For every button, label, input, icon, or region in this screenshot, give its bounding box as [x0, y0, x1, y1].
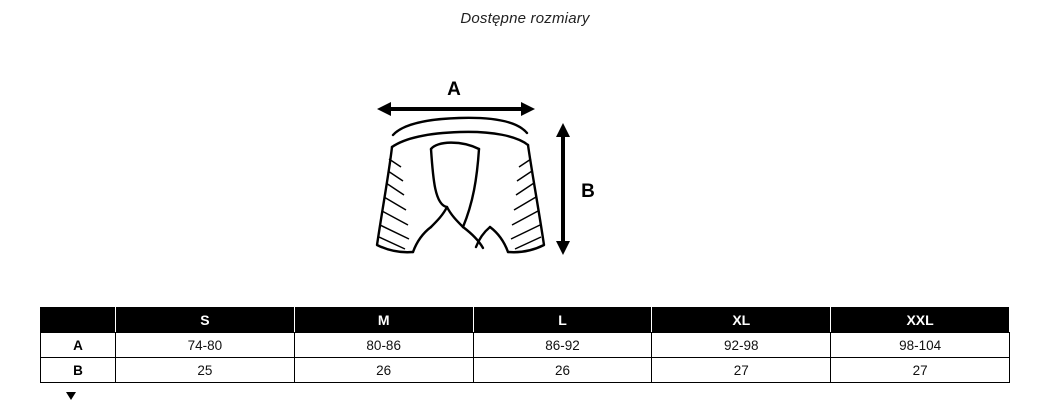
- garment-outline: [377, 118, 544, 252]
- table-row: [41, 333, 1010, 358]
- column-header-s: S: [116, 308, 295, 333]
- page-title: Dostępne rozmiary: [460, 10, 590, 27]
- column-header-l: L: [473, 308, 652, 333]
- size-table-container: [40, 307, 1010, 383]
- cell-a-xxl: 98-104: [831, 333, 1010, 358]
- cell-b-m: 26: [294, 358, 473, 383]
- size-table: [40, 307, 1010, 383]
- table-row: [41, 358, 1010, 383]
- garment-diagram-container: [0, 55, 1050, 285]
- boxer-shorts-diagram: [375, 55, 675, 280]
- cell-b-xl: 27: [652, 358, 831, 383]
- column-header-xl: XL: [652, 308, 831, 333]
- height-dimension-arrow: [556, 123, 570, 255]
- table-corner-cell: [41, 308, 116, 333]
- cell-a-s: 74-80: [116, 333, 295, 358]
- column-header-m: M: [294, 308, 473, 333]
- width-dimension-arrow: [377, 102, 535, 116]
- cell-b-s: 25: [116, 358, 295, 383]
- table-header-row: [41, 308, 1010, 333]
- row-label-b: B: [41, 358, 116, 383]
- cell-a-l: 86-92: [473, 333, 652, 358]
- cell-b-l: 26: [473, 358, 652, 383]
- width-label: A: [447, 79, 461, 100]
- chevron-down-icon: [66, 392, 76, 400]
- cell-a-m: 80-86: [294, 333, 473, 358]
- cell-b-xxl: 27: [831, 358, 1010, 383]
- row-label-a: A: [41, 333, 116, 358]
- height-label: B: [581, 181, 595, 202]
- column-header-xxl: XXL: [831, 308, 1010, 333]
- cell-a-xl: 92-98: [652, 333, 831, 358]
